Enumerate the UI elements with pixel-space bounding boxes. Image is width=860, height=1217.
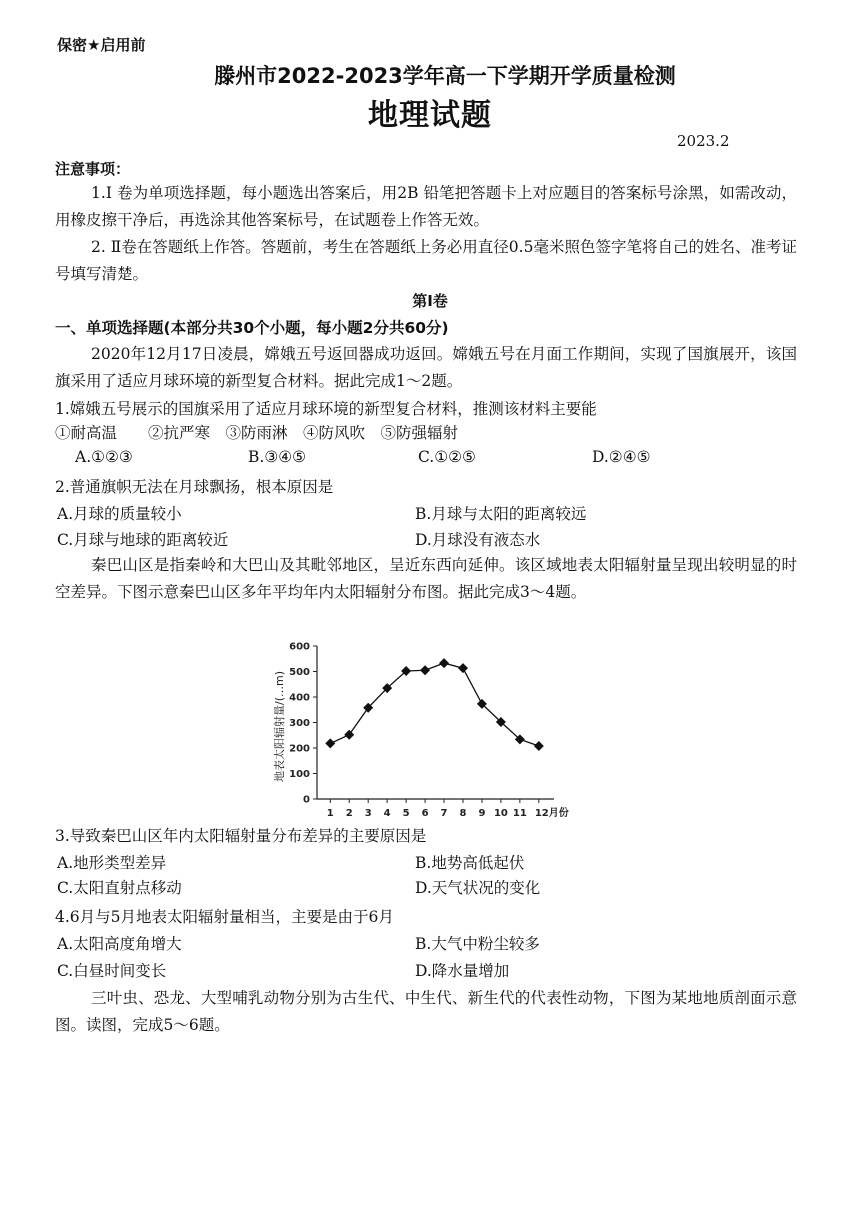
- y-tick-label: 200: [289, 743, 310, 755]
- x-tick-label: 9: [478, 808, 486, 819]
- notes-item-1: 1.Ⅰ 卷为单项选择题，每小题选出答案后，用2B 铅笔把答题卡上对应题目的答案标号涂黑，如需改动，用橡皮擦干净后，再选涂其他答案标号，在试题卷上作答无效。: [55, 184, 797, 229]
- question-2-option-a: A.月球的质量较小: [57, 505, 182, 523]
- x-tick-label: 1: [326, 808, 334, 819]
- x-tick-label: 2: [345, 808, 353, 819]
- data-point-1: [325, 738, 335, 748]
- x-tick-label: 5: [402, 808, 410, 819]
- question-3-stem: 3.导致秦巴山区年内太阳辐射量分布差异的主要原因是: [55, 827, 427, 845]
- question-1-option-d: D.②④⑤: [592, 448, 651, 466]
- x-tick-label: 3: [364, 808, 372, 819]
- x-tick-label: 8: [459, 808, 467, 819]
- exam-title: 滕州市2022-2023学年高一下学期开学质量检测: [214, 64, 676, 88]
- passage-2: 秦巴山区是指秦岭和大巴山及其毗邻地区，呈近东西向延伸。该区域地表太阳辐射量呈现出较明显的时空差异。下图示意秦巴山区多年平均年内太阳辐射分布图。据此完成3～4题。: [55, 556, 797, 601]
- question-1-stem: 1.嫦娥五号展示的国旗采用了适应月球环境的新型复合材料，推测该材料主要能: [55, 400, 597, 418]
- data-point-6: [420, 665, 430, 675]
- question-3-option-a: A.地形类型差异: [57, 854, 167, 872]
- passage-3: 三叶虫、恐龙、大型哺乳动物分别为古生代、中生代、新生代的代表性动物，下图为某地地质剖面示意图。读图，完成5～6题。: [55, 989, 797, 1034]
- x-tick-label: 6: [421, 808, 429, 819]
- question-3-option-c: C.太阳直射点移动: [57, 879, 182, 897]
- y-tick-label: 0: [303, 794, 310, 806]
- question-2-option-d: D.月球没有液态水: [415, 531, 541, 549]
- passage-1: 2020年12月17日凌晨，嫦娥五号返回器成功返回。嫦娥五号在月面工作期间，实现了国旗展开，该国旗采用了适应月球环境的新型复合材料。据此完成1～2题。: [55, 345, 797, 390]
- confidential-mark: 保密★启用前: [57, 36, 146, 54]
- subject-title: 地理试题: [368, 98, 492, 133]
- x-tick-label: 12月份: [534, 808, 569, 819]
- exam-date: 2023.2: [677, 132, 730, 150]
- question-1-option-a: A.①②③: [75, 448, 133, 466]
- data-point-7: [439, 658, 449, 668]
- question-4-option-c: C.白昼时间变长: [57, 962, 167, 980]
- x-tick-label: 10: [493, 808, 508, 819]
- data-point-12: [534, 741, 544, 751]
- question-4-stem: 4.6月与5月地表太阳辐射量相当，主要是由于6月: [55, 908, 394, 926]
- question-3-option-d: D.天气状况的变化: [415, 879, 541, 897]
- y-tick-label: 500: [289, 667, 310, 678]
- question-2-option-c: C.月球与地球的距离较近: [57, 531, 229, 549]
- data-point-8: [458, 663, 468, 673]
- x-tick-label: 11: [512, 808, 527, 819]
- question-4-option-b: B.大气中粉尘较多: [415, 935, 540, 953]
- section-heading: 一、单项选择题(本部分共30个小题，每小题2分共60分): [55, 319, 449, 337]
- y-tick-label: 400: [289, 692, 310, 704]
- y-tick-label: 100: [289, 769, 310, 780]
- x-tick-label: 7: [440, 808, 448, 819]
- data-point-2: [344, 730, 354, 740]
- question-4-option-a: A.太阳高度角增大: [57, 935, 182, 953]
- notes-item-2: 2. Ⅱ卷在答题纸上作答。答题前，考生在答题纸上务必用直径0.5毫米照色签字笔将自己的姓名、准考证号填写清楚。: [55, 238, 797, 283]
- question-1-option-b: B.③④⑤: [248, 448, 307, 466]
- notes-heading: 注意事项：: [55, 160, 131, 178]
- volume-label: 第Ⅰ卷: [412, 292, 448, 310]
- y-tick-label: 300: [289, 718, 310, 729]
- y-tick-label: 600: [289, 641, 310, 653]
- question-4-option-d: D.降水量增加: [415, 962, 510, 980]
- y-axis-label: 地表太阳辐射量/(…m): [273, 670, 286, 783]
- series-line: [330, 663, 539, 746]
- question-2-stem: 2.普通旗帜无法在月球飘扬，根本原因是: [55, 478, 334, 496]
- x-tick-label: 4: [383, 808, 391, 819]
- question-1-items: ①耐高温 ②抗严寒 ③防雨淋 ④防风吹 ⑤防强辐射: [55, 424, 459, 442]
- question-1-option-c: C.①②⑤: [418, 448, 476, 466]
- solar-radiation-chart: [262, 632, 582, 822]
- question-2-option-b: B.月球与太阳的距离较远: [415, 505, 587, 523]
- question-3-option-b: B.地势高低起伏: [415, 854, 525, 872]
